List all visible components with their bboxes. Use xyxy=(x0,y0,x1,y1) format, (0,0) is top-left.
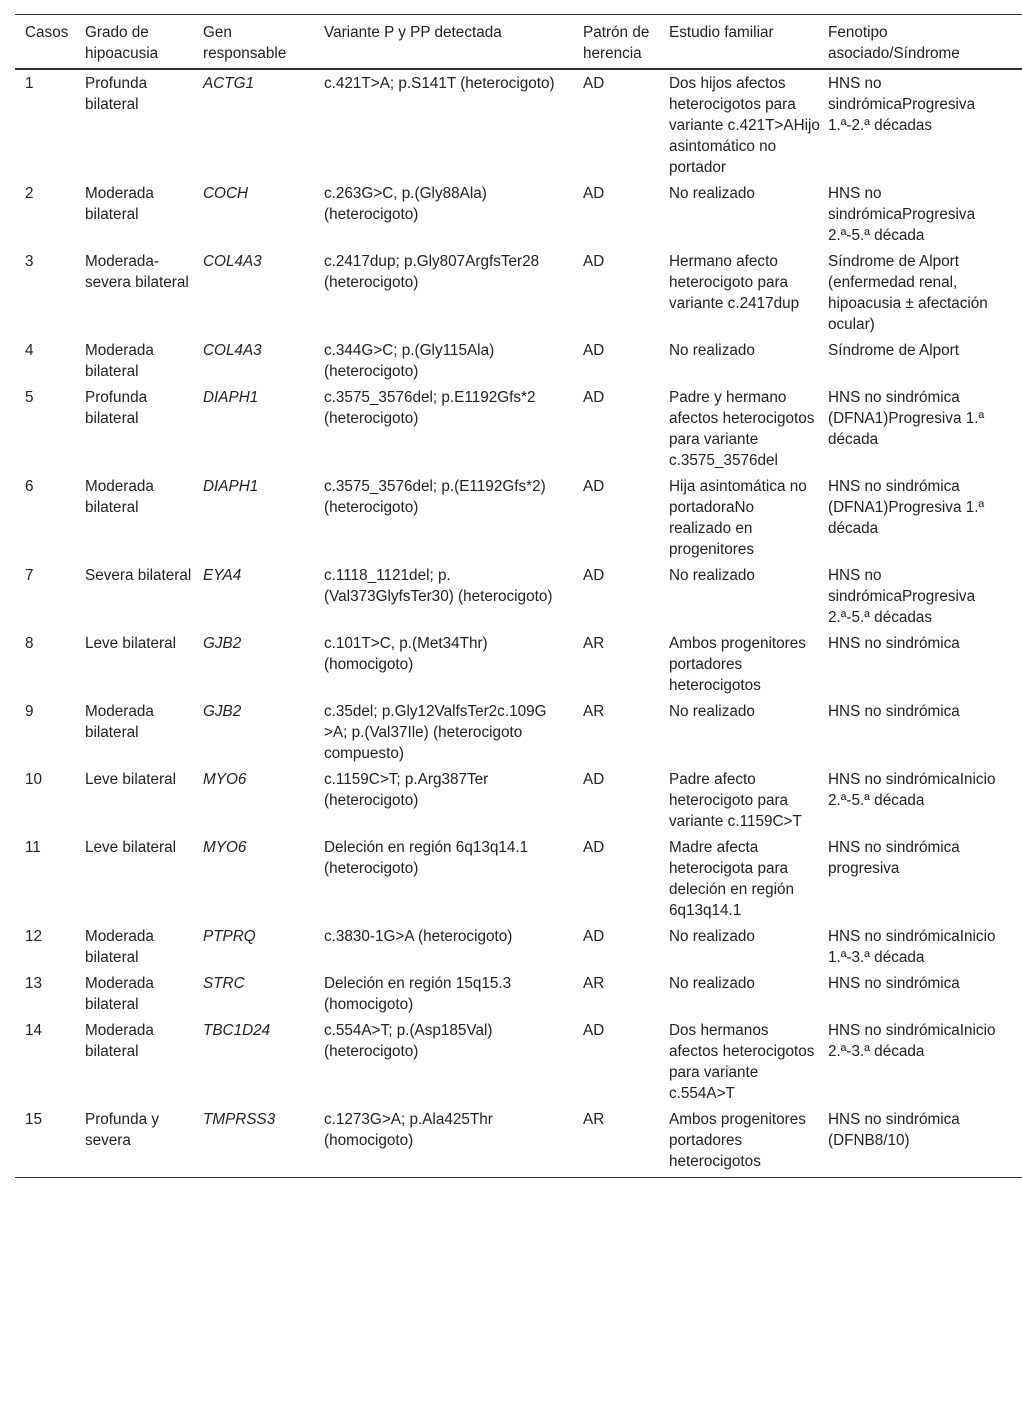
cell-herencia: AR xyxy=(583,635,605,652)
genetic-variants-table xyxy=(15,14,1022,1178)
cell-fenotipo: HNS no sindrómica (DFNA1)Progresiva 1.ª década xyxy=(828,389,985,448)
cell-grado: Moderada bilateral xyxy=(85,703,154,741)
cell-caso: 6 xyxy=(25,478,34,495)
cell-caso: 2 xyxy=(25,185,34,202)
cell-grado: Leve bilateral xyxy=(85,635,176,652)
table-row xyxy=(15,970,1022,1017)
cell-estudio: No realizado xyxy=(669,342,755,359)
cell-variante: c.35del; p.Gly12ValfsTer2c.109G >A; p.(Val37Ile) (heterocigoto compuesto) xyxy=(324,703,562,762)
table-row xyxy=(15,384,1022,473)
table-body xyxy=(15,69,1022,1178)
table-row xyxy=(15,337,1022,384)
cell-estudio: No realizado xyxy=(669,703,755,720)
genetic-variants-table-container xyxy=(15,14,1022,1178)
cell-variante: c.3575_3576del; p.(E1192Gfs*2) (heterocigoto) xyxy=(324,478,546,516)
cell-grado: Profunda bilateral xyxy=(85,75,148,113)
cell-herencia: AD xyxy=(583,185,605,202)
cell-herencia: AD xyxy=(583,1022,605,1039)
cell-gen: STRC xyxy=(203,975,245,992)
cell-estudio: Ambos progenitores portadores heterocigotos xyxy=(669,635,806,694)
cell-estudio: No realizado xyxy=(669,975,755,992)
cell-gen: COL4A3 xyxy=(203,342,262,359)
table-row xyxy=(15,630,1022,698)
table-row xyxy=(15,766,1022,834)
table-row xyxy=(15,1017,1022,1106)
cell-estudio: No realizado xyxy=(669,928,755,945)
cell-caso: 3 xyxy=(25,253,34,270)
cell-grado: Moderada bilateral xyxy=(85,1022,154,1060)
table-row xyxy=(15,248,1022,337)
cell-grado: Leve bilateral xyxy=(85,771,176,788)
cell-variante: c.554A>T; p.(Asp185Val) (heterocigoto) xyxy=(324,1022,493,1060)
cell-estudio: Padre afecto heterocigoto para variante c.1159C>T xyxy=(669,771,802,830)
cell-variante: c.421T>A; p.S141T (heterocigoto) xyxy=(324,75,555,92)
table-row xyxy=(15,69,1022,180)
cell-grado: Moderada bilateral xyxy=(85,342,154,380)
cell-gen: GJB2 xyxy=(203,635,242,652)
cell-herencia: AD xyxy=(583,478,605,495)
header-fenotipo: Fenotipo asociado/Síndrome xyxy=(828,24,960,62)
cell-fenotipo: Síndrome de Alport (enfermedad renal, hipoacusia ± afectación ocular) xyxy=(828,253,988,333)
cell-gen: PTPRQ xyxy=(203,928,256,945)
cell-grado: Profunda bilateral xyxy=(85,389,148,427)
cell-caso: 4 xyxy=(25,342,34,359)
cell-fenotipo: HNS no sindrómicaInicio 2.ª-5.ª década xyxy=(828,771,996,809)
cell-estudio: Dos hijos afectos heterocigotos para variante c.421T>AHijo asintomático no portador xyxy=(669,75,820,176)
cell-grado: Moderada bilateral xyxy=(85,478,154,516)
cell-gen: ACTG1 xyxy=(203,75,254,92)
cell-herencia: AD xyxy=(583,253,605,270)
cell-grado: Moderada bilateral xyxy=(85,975,154,1013)
cell-caso: 8 xyxy=(25,635,34,652)
cell-gen: DIAPH1 xyxy=(203,389,259,406)
cell-herencia: AD xyxy=(583,389,605,406)
cell-grado: Moderada bilateral xyxy=(85,185,154,223)
table-row xyxy=(15,834,1022,923)
cell-gen: COCH xyxy=(203,185,249,202)
table-row xyxy=(15,923,1022,970)
cell-caso: 13 xyxy=(25,975,43,992)
cell-fenotipo: HNS no sindrómicaProgresiva 1.ª-2.ª décadas xyxy=(828,75,976,134)
header-casos: Casos xyxy=(25,24,69,41)
cell-gen: MYO6 xyxy=(203,771,247,788)
cell-caso: 9 xyxy=(25,703,34,720)
cell-estudio: Padre y hermano afectos heterocigotos para variante c.3575_3576del xyxy=(669,389,815,469)
cell-caso: 14 xyxy=(25,1022,43,1039)
cell-herencia: AD xyxy=(583,771,605,788)
cell-caso: 10 xyxy=(25,771,43,788)
table-row xyxy=(15,562,1022,630)
cell-gen: TBC1D24 xyxy=(203,1022,271,1039)
cell-gen: DIAPH1 xyxy=(203,478,259,495)
cell-variante: c.344G>C; p.(Gly115Ala) (heterocigoto) xyxy=(324,342,495,380)
cell-grado: Severa bilateral xyxy=(85,567,192,584)
table-row xyxy=(15,473,1022,562)
cell-variante: c.3575_3576del; p.E1192Gfs*2 (heterocigoto) xyxy=(324,389,536,427)
header-row xyxy=(15,15,1022,70)
cell-variante: c.3830-1G>A (heterocigoto) xyxy=(324,928,513,945)
cell-gen: EYA4 xyxy=(203,567,242,584)
cell-estudio: Madre afecta heterocigota para deleción en región 6q13q14.1 xyxy=(669,839,795,919)
cell-grado: Moderada-severa bilateral xyxy=(85,253,189,291)
cell-variante: c.1118_1121del; p.(Val373GlyfsTer30) (heterocigoto) xyxy=(324,567,553,605)
cell-grado: Moderada bilateral xyxy=(85,928,154,966)
cell-herencia: AD xyxy=(583,928,605,945)
cell-variante: c.1273G>A; p.Ala425Thr (homocigoto) xyxy=(324,1111,493,1149)
cell-fenotipo: HNS no sindrómica (DFNB8/10) xyxy=(828,1111,960,1149)
cell-herencia: AR xyxy=(583,1111,605,1128)
cell-caso: 15 xyxy=(25,1111,43,1128)
cell-fenotipo: HNS no sindrómicaInicio 1.ª-3.ª década xyxy=(828,928,996,966)
cell-estudio: Ambos progenitores portadores heterocigotos xyxy=(669,1111,806,1170)
cell-herencia: AR xyxy=(583,975,605,992)
cell-variante: c.101T>C, p.(Met34Thr) (homocigoto) xyxy=(324,635,488,673)
cell-herencia: AR xyxy=(583,703,605,720)
cell-grado: Profunda y severa xyxy=(85,1111,159,1149)
cell-fenotipo: HNS no sindrómica xyxy=(828,703,960,720)
cell-variante: Deleción en región 15q15.3 (homocigoto) xyxy=(324,975,512,1013)
table-header xyxy=(15,15,1022,70)
cell-estudio: Dos hermanos afectos heterocigotos para variante c.554A>T xyxy=(669,1022,815,1102)
cell-fenotipo: HNS no sindrómicaProgresiva 2.ª-5.ª década xyxy=(828,185,976,244)
cell-caso: 11 xyxy=(25,839,41,856)
table-row xyxy=(15,180,1022,248)
cell-variante: Deleción en región 6q13q14.1 (heterocigoto) xyxy=(324,839,529,877)
header-gen: Gen responsable xyxy=(203,24,287,62)
cell-fenotipo: HNS no sindrómica progresiva xyxy=(828,839,960,877)
cell-gen: COL4A3 xyxy=(203,253,262,270)
cell-estudio: Hermano afecto heterocigoto para variante c.2417dup xyxy=(669,253,800,312)
cell-estudio: Hija asintomática no portadoraNo realizado en progenitores xyxy=(669,478,807,558)
table-row xyxy=(15,698,1022,766)
cell-grado: Leve bilateral xyxy=(85,839,176,856)
header-herencia: Patrón de herencia xyxy=(583,24,650,62)
cell-caso: 1 xyxy=(25,75,34,92)
cell-variante: c.263G>C, p.(Gly88Ala) (heterocigoto) xyxy=(324,185,487,223)
cell-gen: MYO6 xyxy=(203,839,247,856)
cell-fenotipo: HNS no sindrómicaProgresiva 2.ª-5.ª décadas xyxy=(828,567,976,626)
header-variante: Variante P y PP detectada xyxy=(324,24,502,41)
cell-variante: c.1159C>T; p.Arg387Ter (heterocigoto) xyxy=(324,771,489,809)
table-row xyxy=(15,1106,1022,1178)
cell-fenotipo: HNS no sindrómica xyxy=(828,975,960,992)
cell-caso: 5 xyxy=(25,389,34,406)
cell-estudio: No realizado xyxy=(669,567,755,584)
cell-caso: 12 xyxy=(25,928,43,945)
header-grado: Grado de hipoacusia xyxy=(85,24,159,62)
cell-variante: c.2417dup; p.Gly807ArgfsTer28 (heterocigoto) xyxy=(324,253,540,291)
cell-fenotipo: HNS no sindrómica xyxy=(828,635,960,652)
cell-fenotipo: HNS no sindrómica (DFNA1)Progresiva 1.ª década xyxy=(828,478,985,537)
cell-herencia: AD xyxy=(583,75,605,92)
cell-gen: GJB2 xyxy=(203,703,242,720)
cell-herencia: AD xyxy=(583,567,605,584)
cell-fenotipo: Síndrome de Alport xyxy=(828,342,959,359)
header-estudio: Estudio familiar xyxy=(669,24,774,41)
cell-estudio: No realizado xyxy=(669,185,755,202)
cell-caso: 7 xyxy=(25,567,34,584)
cell-fenotipo: HNS no sindrómicaInicio 2.ª-3.ª década xyxy=(828,1022,996,1060)
cell-herencia: AD xyxy=(583,839,605,856)
cell-gen: TMPRSS3 xyxy=(203,1111,276,1128)
cell-herencia: AD xyxy=(583,342,605,359)
